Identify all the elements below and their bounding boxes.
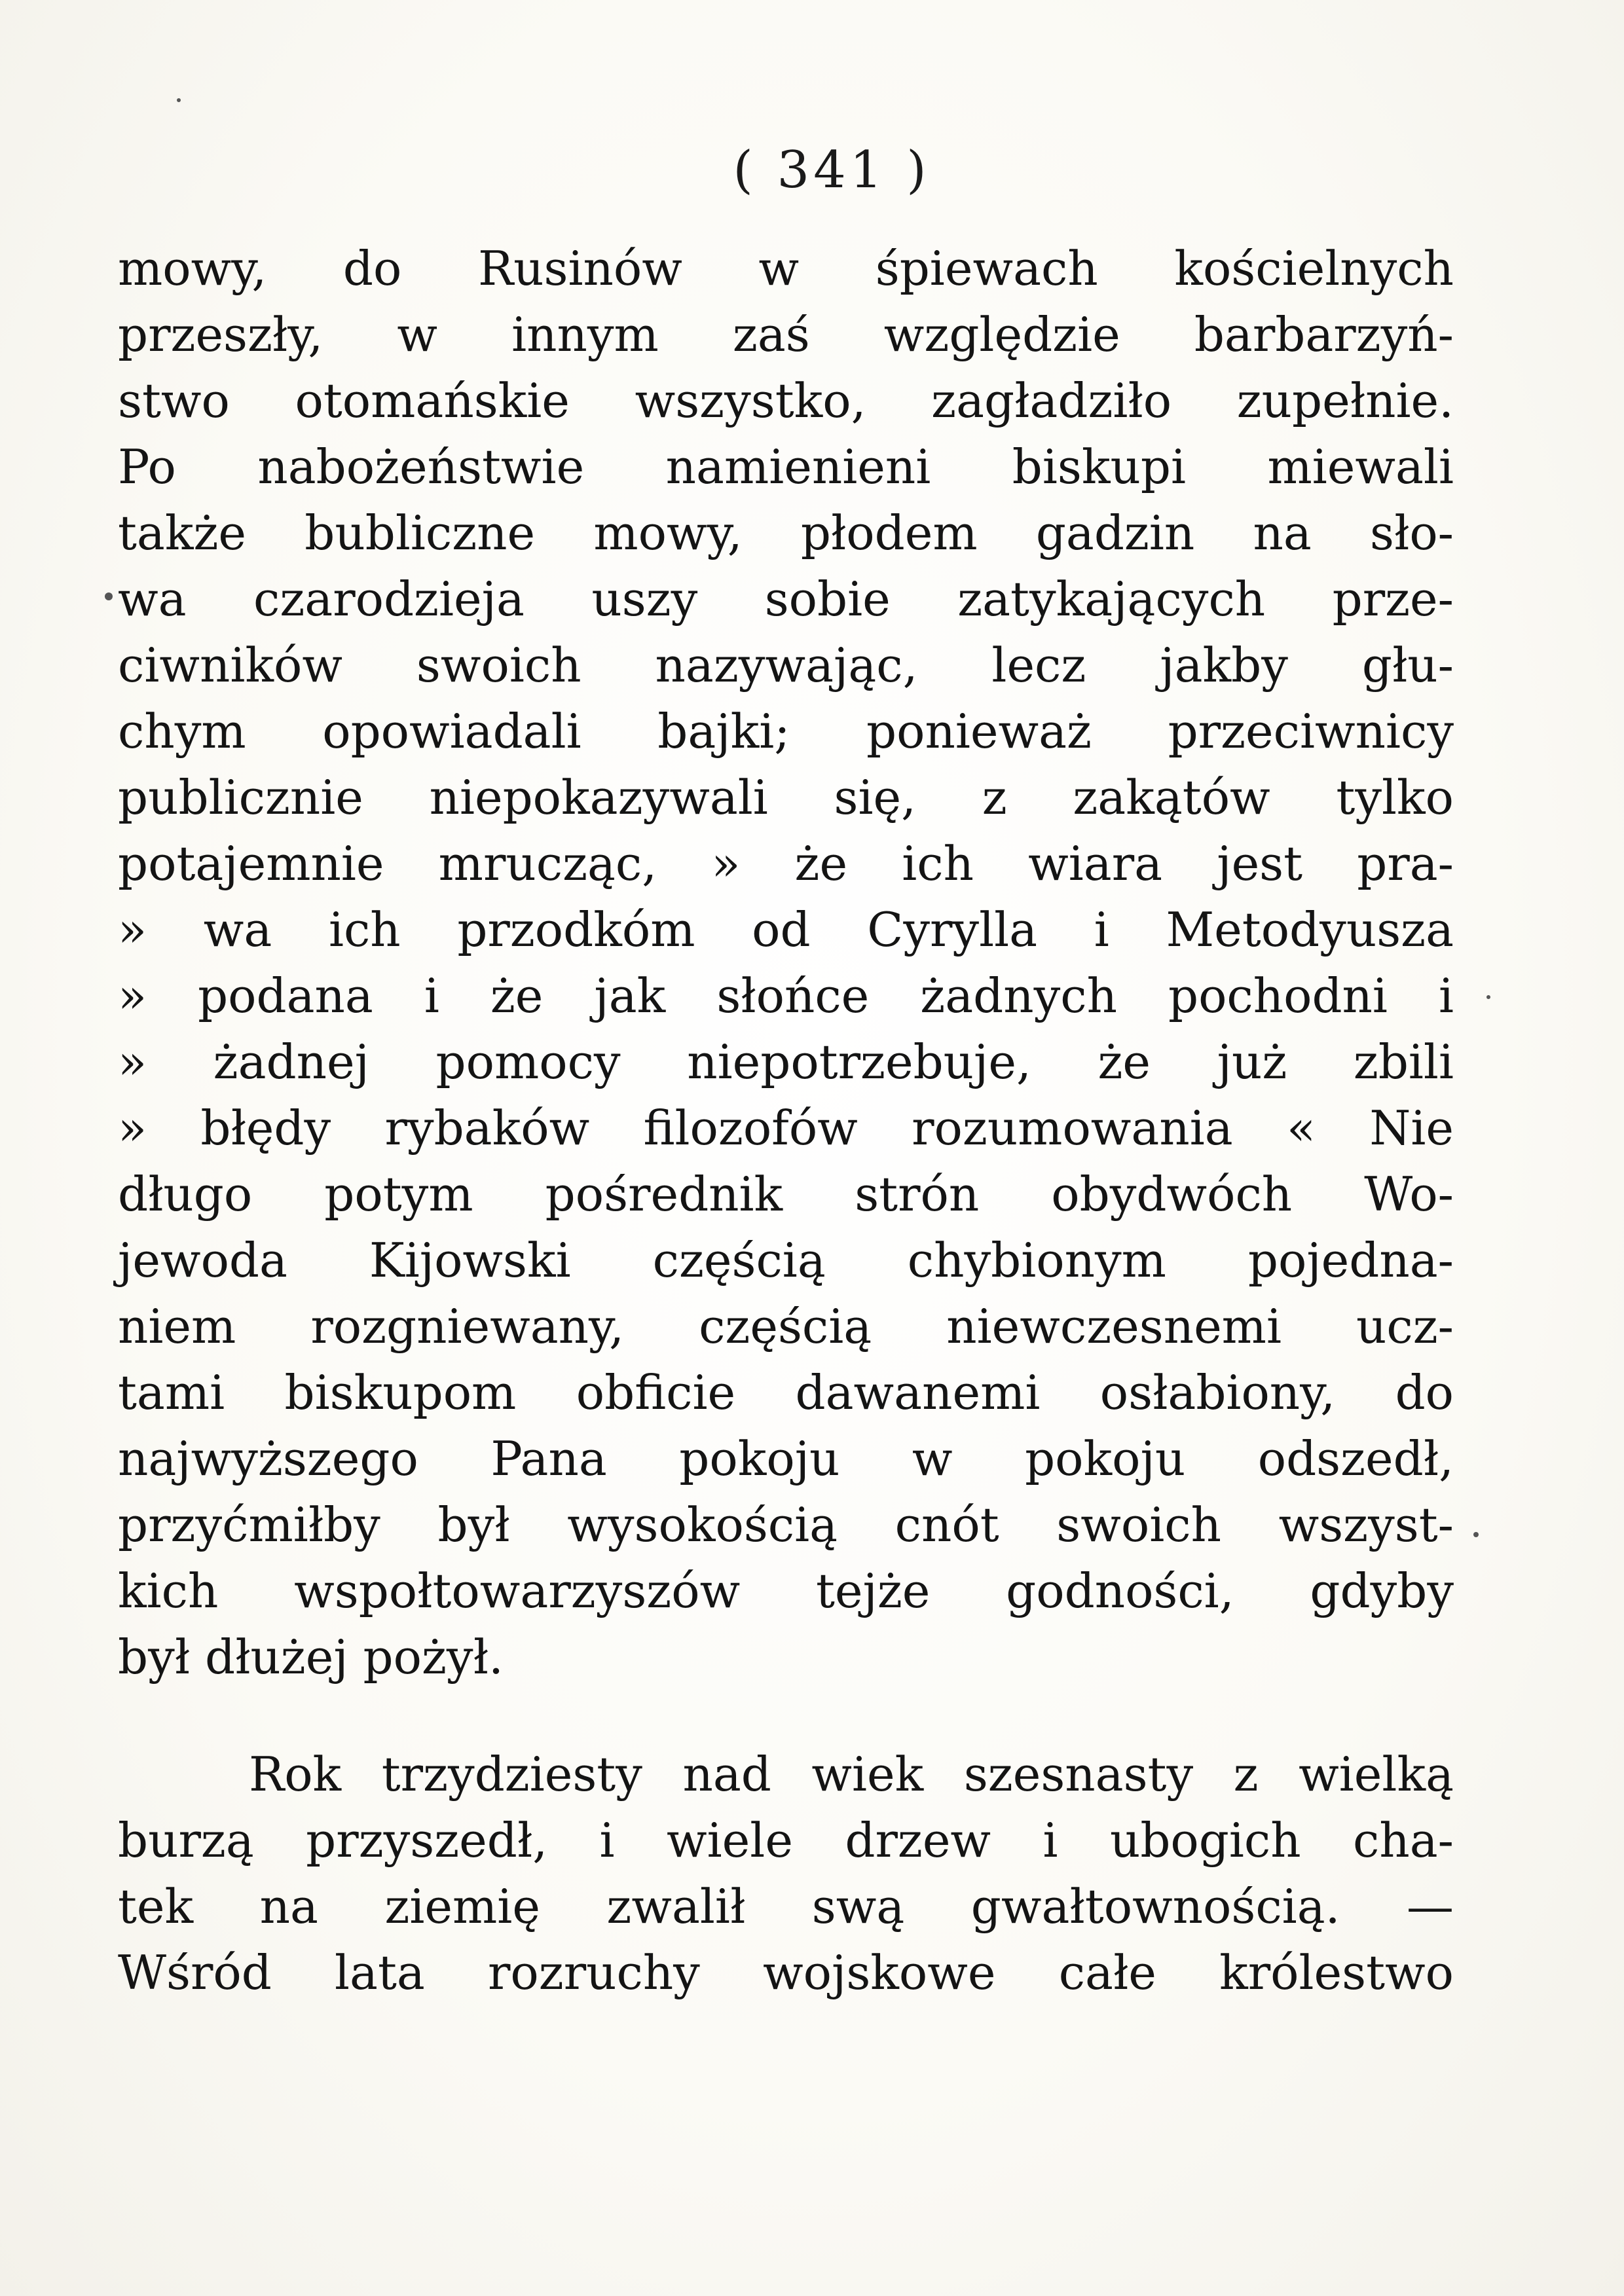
text-line: długo potym pośrednik strón obydwóch Wo- <box>118 1167 1454 1222</box>
text-line: » podana i że jak słońce żadnych pochodni i <box>118 968 1454 1023</box>
text-line: jewoda Kijowski częścią chybionym pojedna- <box>118 1233 1454 1288</box>
text-line: chym opowiadali bajki; ponieważ przeciwnicy <box>118 704 1454 759</box>
scan-speck <box>177 98 181 102</box>
text-line: niem rozgniewany, częścią niewczesnemi ucz- <box>118 1299 1454 1354</box>
text-line: przyćmiłby był wysokością cnót swoich wszyst- <box>118 1497 1454 1552</box>
text-line: wa czarodzieja uszy sobie zatykających prze- <box>118 572 1454 627</box>
text-line: stwo otomańskie wszystko, zagładziło zupełnie. <box>118 373 1454 428</box>
paragraph-1 <box>118 236 1454 1690</box>
text-line: publicznie niepokazywali się, z zakątów tylko <box>118 770 1454 825</box>
scan-speck <box>1473 1532 1479 1537</box>
text-line: był dłużej pożył. <box>118 1630 504 1685</box>
text-line: mowy, do Rusinów w śpiewach kościelnych <box>118 241 1454 296</box>
text-line: ciwników swoich nazywając, lecz jakby głu- <box>118 638 1454 693</box>
text-line: przeszły, w innym zaś względzie barbarzyń- <box>118 307 1454 362</box>
text-line: najwyższego Pana pokoju w pokoju odszedł, <box>118 1431 1454 1486</box>
text-line: burzą przyszedł, i wiele drzew i ubogich cha- <box>118 1813 1454 1868</box>
text-line: » żadnej pomocy niepotrzebuje, że już zbili <box>118 1034 1454 1089</box>
text-line: tek na ziemię zwalił swą gwałtownością. — <box>118 1879 1454 1934</box>
text-line: tami biskupom obficie dawanemi osłabiony, do <box>118 1365 1454 1420</box>
scan-speck <box>1486 995 1490 999</box>
text-line: potajemnie mrucząc, » że ich wiara jest pra- <box>118 836 1454 891</box>
text-line: Wśród lata rozruchy wojskowe całe królestwo <box>118 1945 1454 2000</box>
text-line: Po nabożeństwie namienieni biskupi miewali <box>118 439 1454 494</box>
text-line: » wa ich przodkóm od Cyrylla i Metodyusza <box>118 902 1454 957</box>
page-number: ( 341 ) <box>733 141 931 200</box>
text-line: także bubliczne mowy, płodem gadzin na sło- <box>118 505 1454 560</box>
text-line: » błędy rybaków filozofów rozumowania « Nie <box>118 1101 1454 1156</box>
paragraph-2 <box>118 1741 1454 2006</box>
text-line: Rok trzydziesty nad wiek szesnasty z wielką <box>249 1747 1454 1802</box>
scan-speck <box>105 592 113 600</box>
text-line: kich wspołtowarzyszów tejże godności, gdyby <box>118 1563 1454 1618</box>
